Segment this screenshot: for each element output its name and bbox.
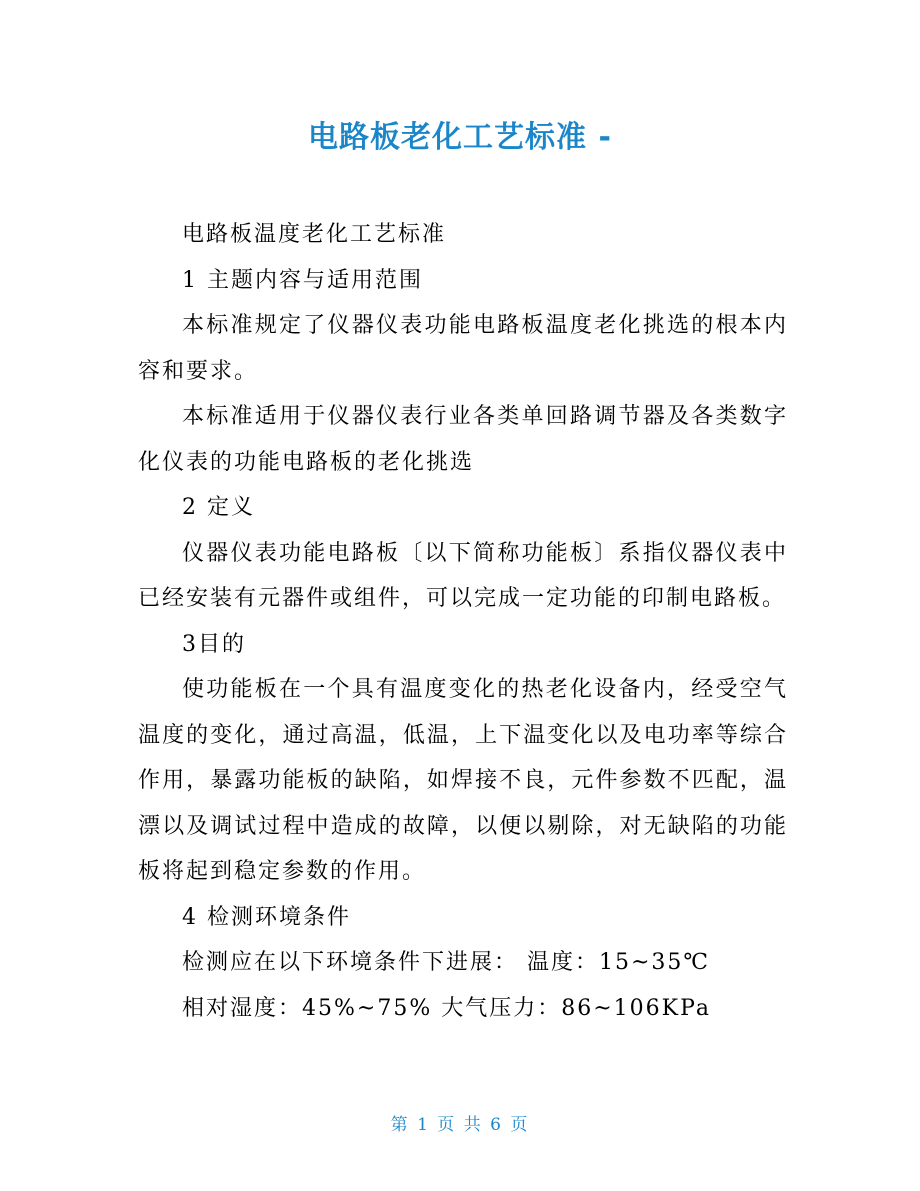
section-4-paragraph-1: 检测应在以下环境条件下进展： 温度：15~35℃	[182, 950, 711, 975]
document-title: 电路板老化工艺标准 -	[308, 120, 612, 155]
document-body	[138, 212, 788, 1031]
section-4-heading: 4 检测环境条件	[182, 904, 351, 930]
section-1-paragraph-2: 本标准适用于仪器仪表行业各类单回路调节器及各类数字化仪表的功能电路板的老化挑选	[138, 404, 788, 475]
section-3-paragraph: 使功能板在一个具有温度变化的热老化设备内，经受空气温度的变化，通过高温，低温，上下温变化以及电功率等综合作用，暴露功能板的缺陷，如焊接不良，元件参数不匹配，温漂以及调试过程中造成的故障，以便以剔除，对无缺陷的功能板将起到稳定参数的作用。	[138, 677, 788, 884]
section-1-heading: 1 主题内容与适用范围	[182, 267, 423, 293]
paragraph-heading: 电路板温度老化工艺标准	[182, 222, 447, 247]
section-1-paragraph-1: 本标准规定了仪器仪表功能电路板温度老化挑选的根本内容和要求。	[138, 313, 788, 384]
section-4-paragraph-2: 相对湿度：45%~75% 大气压力：86~106KPa	[182, 995, 712, 1021]
section-3-heading: 3目的	[182, 631, 246, 657]
page-number-footer: 第 1 页 共 6 页	[390, 1115, 530, 1135]
section-2-heading: 2 定义	[182, 495, 255, 520]
section-2-paragraph: 仪器仪表功能电路板〔以下简称功能板〕系指仪器仪表中已经安装有元器件或组件，可以完成一定功能的印制电路板。	[138, 540, 788, 611]
